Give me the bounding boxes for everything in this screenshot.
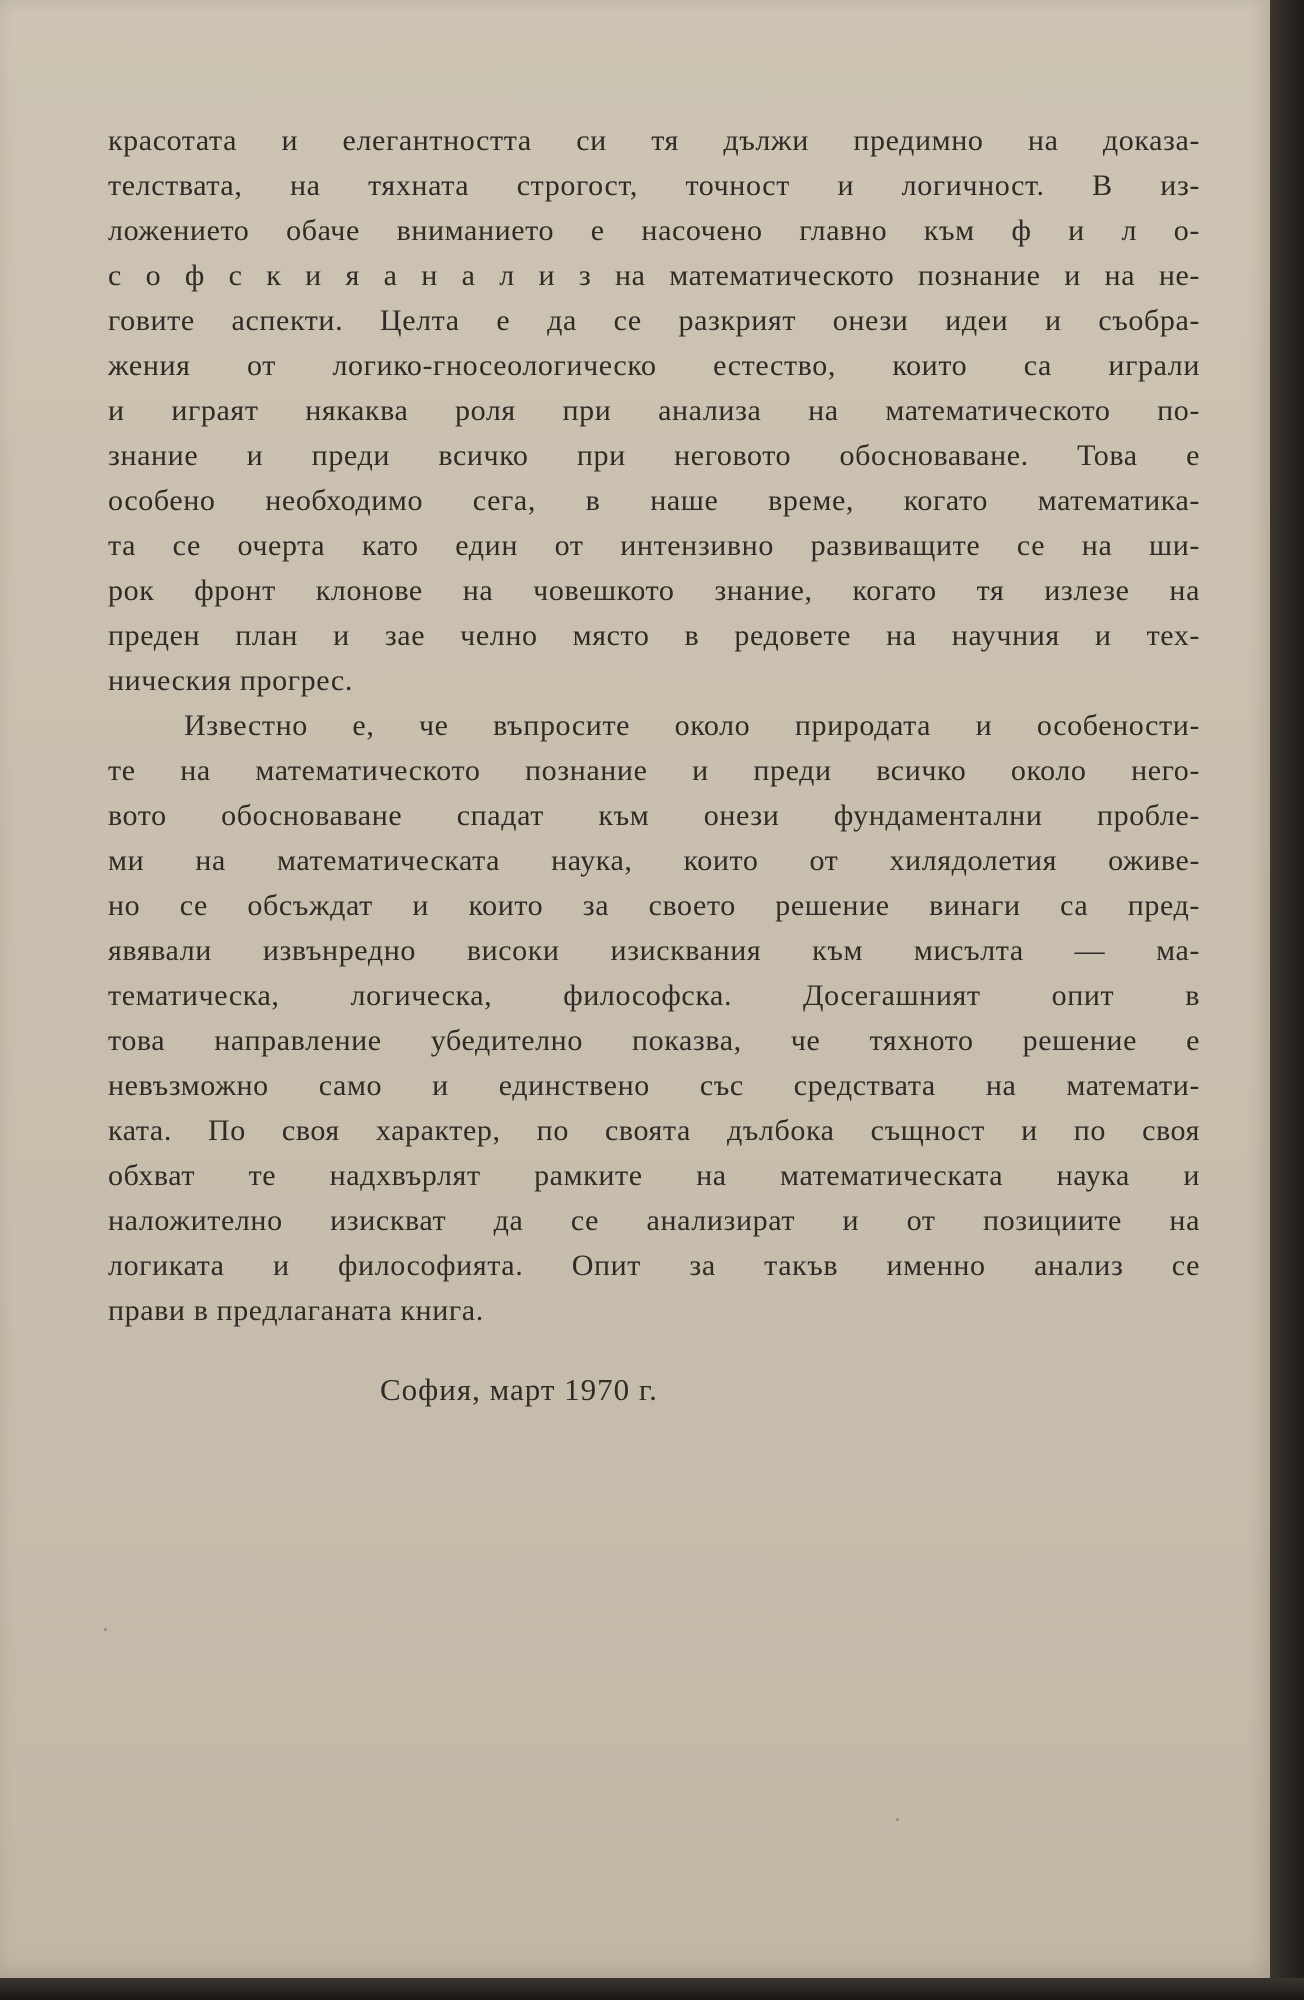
text-line: с о ф с к и я а н а л и з на математическото познание и на не- bbox=[108, 259, 1200, 292]
text-line: жения от логико-гносеологическо естество, които са играли bbox=[108, 349, 1200, 382]
paper-speck bbox=[896, 1818, 899, 1821]
text-line: ката. По своя характер, по своята дълбока същност и по своя bbox=[108, 1114, 1200, 1147]
text-line: ложението обаче вниманието е насочено главно към ф и л о- bbox=[108, 214, 1200, 247]
page-edge-right bbox=[1270, 0, 1304, 2000]
text-line: та се очерта като един от интензивно развиващите се на ши- bbox=[108, 529, 1200, 562]
text-line: ми на математическата наука, които от хилядолетия оживе- bbox=[108, 844, 1200, 877]
text-line: тематическа, логическа, философска. Досегашният опит в bbox=[108, 979, 1200, 1012]
text-line: обхват те надхвърлят рамките на математическата наука и bbox=[108, 1159, 1200, 1192]
text-line: наложително изискват да се анализират и от позициите на bbox=[108, 1204, 1200, 1237]
text-line: говите аспекти. Целта е да се разкрият онези идеи и съобра- bbox=[108, 304, 1200, 337]
text-line: логиката и философията. Опит за такъв именно анализ се bbox=[108, 1249, 1200, 1282]
text-line: Известно е, че въпросите около природата и особености- bbox=[184, 709, 1200, 742]
text-line: преден план и зае челно място в редовете на научния и тех- bbox=[108, 619, 1200, 652]
text-line: рок фронт клонове на човешкото знание, когато тя излезе на bbox=[108, 574, 1200, 607]
text-line: но се обсъждат и които за своето решение винаги са пред- bbox=[108, 889, 1200, 922]
text-line: ническия прогрес. bbox=[108, 664, 353, 697]
text-line: знание и преди всичко при неговото обосноваване. Това е bbox=[108, 439, 1200, 472]
text-line: те на математическото познание и преди всичко около него- bbox=[108, 754, 1200, 787]
place-date-signature: София, март 1970 г. bbox=[380, 1372, 658, 1407]
text-line: явявали извънредно високи изисквания към мисълта — ма- bbox=[108, 934, 1200, 967]
text-line: особено необходимо сега, в наше време, когато математика- bbox=[108, 484, 1200, 517]
text-line: прави в предлаганата книга. bbox=[108, 1294, 484, 1327]
paper-speck bbox=[104, 1628, 107, 1631]
text-line: вото обосноваване спадат към онези фундаментални пробле- bbox=[108, 799, 1200, 832]
paragraph-1 bbox=[108, 118, 1200, 703]
text-line: красотата и елегантността си тя дължи предимно на доказа- bbox=[108, 124, 1200, 157]
text-line: това направление убедително показва, че тяхното решение е bbox=[108, 1024, 1200, 1057]
text-line: телствата, на тяхната строгост, точност и логичност. В из- bbox=[108, 169, 1200, 202]
paragraph-2 bbox=[108, 703, 1200, 1333]
text-line: и играят някаква роля при анализа на математическото по- bbox=[108, 394, 1200, 427]
text-line: невъзможно само и единствено със средствата на математи- bbox=[108, 1069, 1200, 1102]
page-edge-bottom bbox=[0, 1978, 1304, 2000]
main-text bbox=[108, 118, 1200, 1333]
